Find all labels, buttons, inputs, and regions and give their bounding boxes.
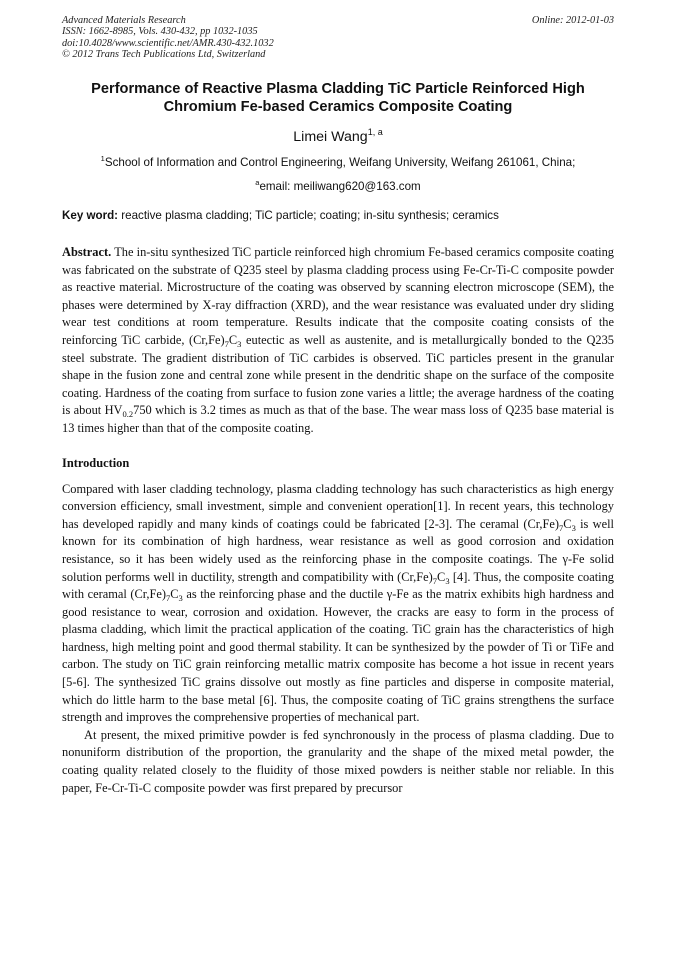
journal-header <box>62 15 614 71</box>
intro-sub-3: 7 <box>432 575 438 586</box>
intro-sub-1: 7 <box>559 522 564 533</box>
author-line <box>62 128 614 146</box>
abstract-text-1: The in-situ synthesized TiC particle reinforced high chromium Fe-based ceramics composite coating was fabricated on the substrate of Q235 steel by plasma cladding process using Fe-Cr-Ti-C composite powder as reactive material. Microstructure of the coating was observed by scanning electron microscope (SEM), the phases were determined by X-ray diffraction (XRD), and the wear resistance was evaluated under dry sliding wear test conditions at room temperature. Results indicate that the composite coating consists of the reinforcing TiC carbide, (Cr,Fe) <box>62 245 614 347</box>
author-superscript: 1, a <box>367 127 383 137</box>
author-name: Limei Wang <box>293 129 368 145</box>
abstract-label: Abstract. <box>62 245 112 259</box>
email-line <box>62 180 614 194</box>
doi-line: doi:10.4028/www.scientific.net/AMR.430-432.1032 <box>62 37 274 49</box>
intro-text-4: C <box>437 569 446 584</box>
affiliation <box>62 156 614 170</box>
intro-sub-2: 3 <box>571 522 576 533</box>
intro-sub-4: 3 <box>445 575 450 586</box>
email-text: email: meiliwang620@163.com <box>259 180 421 193</box>
keywords-label: Key word: <box>62 209 119 222</box>
introduction-heading: Introduction <box>62 455 130 470</box>
keywords-text: reactive plasma cladding; TiC particle; coating; in-situ synthesis; ceramics <box>118 209 499 222</box>
intro-sub-5: 7 <box>166 593 171 604</box>
intro-text-1: Compared with laser cladding technology, plasma cladding technology has such characteristics as high energy conversion efficiency, small investment, simple and convenient operation[1]. In recent years, this technology has developed rapidly and many kinds of coatings could be fabricated [2-3]. The ceramal (Cr,Fe) <box>62 481 614 531</box>
intro-text-3: is well known for its combination of high hardness, wear resistance as well as good corrosion and oxidation resistance, so it has been widely used as the reinforcing phase in the composite coatings. The γ-Fe solid solution performs well in ductility, strength and compatibility with (Cr,Fe) <box>62 516 614 584</box>
issn-line: ISSN: 1662-8985, Vols. 430-432, pp 1032-1035 <box>62 26 258 38</box>
intro-text-6: C <box>170 587 179 602</box>
paper-title: Performance of Reactive Plasma Cladding TiC Particle Reinforced High Chromium Fe-based Ceramics Composite Coating <box>91 81 585 115</box>
email-superscript: a <box>255 178 260 187</box>
affiliation-text: School of Information and Control Engineering, Weifang University, Weifang 261061, China; <box>104 156 576 169</box>
intro-text-5: [4]. Thus, the composite coating with ceramal (Cr,Fe) <box>62 569 614 602</box>
abstract-sub-1: 7 <box>224 338 229 349</box>
abstract-text-2: C <box>228 332 238 347</box>
intro-paragraph-2: At present, the mixed primitive powder is fed synchronously in the process of plasma cladding. Due to nonuniform distribution of the proportion, the granularity and the shape of the mixed metal powder, the coating quality related closely to the fluidity of those mixed powders is neither stable nor reliable. In this paper, Fe-Cr-Ti-C composite powder was first prepared by precursor <box>62 727 614 795</box>
abstract-sub-2: 3 <box>237 338 242 349</box>
abstract-text-4: 750 which is 3.2 times as much as that of the base. The wear mass loss of Q235 base material is 13 times higher than that of the composite coating. <box>62 403 614 435</box>
keywords <box>62 209 614 223</box>
affiliation-superscript: 1 <box>100 154 105 163</box>
online-date: Online: 2012-01-03 <box>531 15 614 26</box>
abstract-sub-3: 0.2 <box>122 409 134 420</box>
journal-name: Advanced Materials Research <box>62 15 186 26</box>
introduction-body <box>62 481 614 798</box>
paper-page <box>62 15 614 797</box>
intro-paragraph-1 <box>62 481 614 727</box>
intro-text-7: as the reinforcing phase and the ductile γ-Fe as the matrix exhibits high hardness and good resistance to wear, corrosion and oxidation. However, the cracks are easy to form in the process of plasma cladding, which limit the practical application of the coating. TiC grain has the characteristics of high hardness, high melting point and good thermal stability. It can be synthesized by the powder of Ti or TiFe and carbon. The study on TiC grain reinforcing metallic matrix composite has become a hot issue in recent years [5-6]. The synthesized TiC grains dissolve out mostly as fine particles and disperse in composite material, which do little harm to the base metal [6]. Thus, the composite coating of TiC grains strengthens the surface strength and improves the comprehensive properties of mechanical part. <box>62 587 614 725</box>
intro-text-2: C <box>563 516 572 531</box>
copyright-line: © 2012 Trans Tech Publications Ltd, Switzerland <box>62 48 266 60</box>
abstract-text-3: eutectic as well as austenite, and is metallurgically bonded to the Q235 steel substrate. The gradient distribution of TiC carbides is observed. TiC particles present in the granular shape in the fusion zone and central zone while present in the dendritic shape on the surface of the composite coating. Hardness of the coating from surface to fusion zone varies a little; the average hardness of the coating is about HV <box>62 332 614 418</box>
abstract <box>62 244 614 438</box>
intro-sub-6: 3 <box>178 593 183 604</box>
abstract-paragraph <box>62 244 614 438</box>
